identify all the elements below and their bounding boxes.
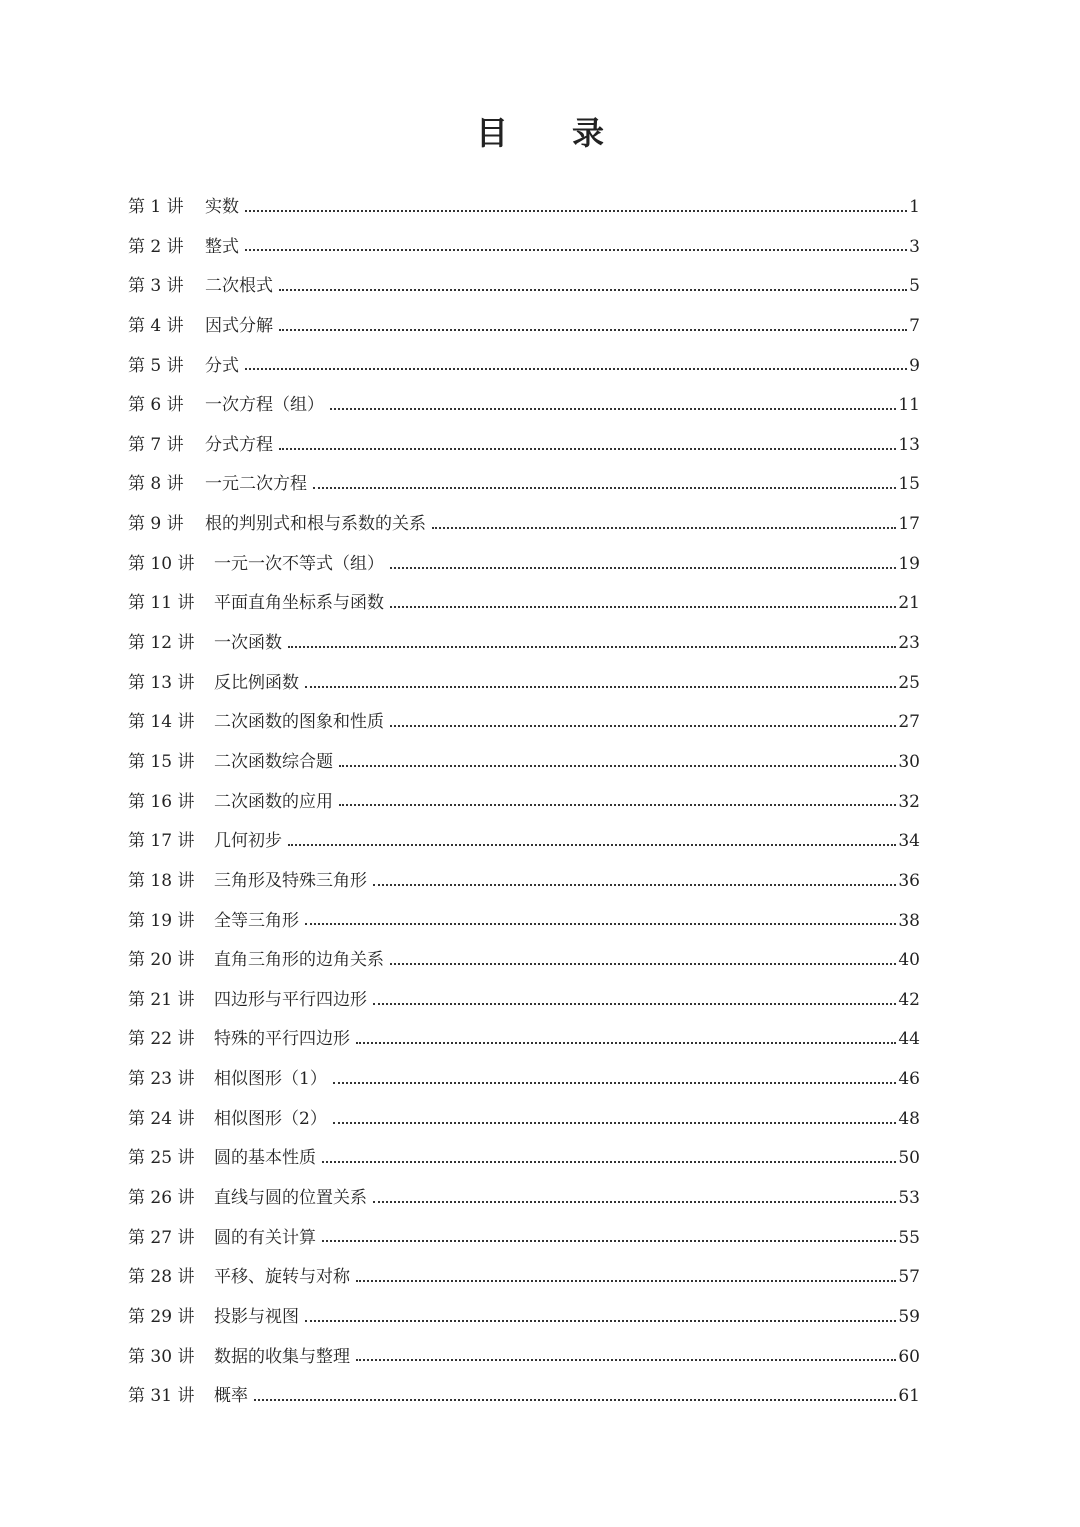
toc-entry[interactable] [128, 783, 920, 823]
toc-entry-title: 一元二次方程 [205, 474, 307, 495]
toc-leader-dots [356, 1042, 896, 1044]
toc-leader-dots [333, 1082, 897, 1084]
toc-entry-label: 第 1 讲 [128, 197, 184, 217]
toc-leader-dots [279, 448, 896, 450]
toc-entry[interactable] [128, 1377, 920, 1417]
toc-entry-title: 直线与圆的位置关系 [214, 1188, 367, 1209]
toc-entry-title: 数据的收集与整理 [214, 1346, 350, 1367]
toc-entry-page-number: 55 [898, 1227, 920, 1248]
toc-entry[interactable] [128, 1179, 920, 1219]
toc-entry-label: 第 8 讲 [128, 474, 184, 495]
toc-entry-label: 第 2 讲 [128, 236, 184, 257]
toc-entry-title: 因式分解 [205, 315, 273, 336]
toc-entry-title: 三角形及特殊三角形 [214, 870, 367, 891]
toc-entry[interactable] [128, 386, 920, 426]
toc-entry-title: 平面直角坐标系与函数 [214, 593, 384, 614]
toc-entry-label: 第 29 讲 [128, 1306, 195, 1327]
toc-entry-label: 第 20 讲 [128, 950, 195, 971]
toc-entry[interactable] [128, 981, 920, 1021]
toc-entry-title: 相似图形（1） [214, 1069, 327, 1090]
toc-entry-title: 二次函数的应用 [214, 791, 333, 812]
toc-entry-page-number: 44 [898, 1029, 920, 1050]
toc-entry[interactable] [128, 228, 920, 268]
toc-entry-label: 第 30 讲 [128, 1346, 195, 1367]
toc-entry[interactable] [128, 1020, 920, 1060]
toc-entry-page-number: 21 [898, 593, 920, 614]
toc-entry-title: 几何初步 [214, 831, 282, 852]
toc-entry-page-number: 5 [909, 276, 920, 297]
toc-leader-dots [373, 1003, 896, 1005]
toc-entry-page-number: 48 [898, 1108, 920, 1129]
toc-entry-page-number: 3 [909, 236, 920, 257]
toc-leader-dots [254, 1399, 896, 1401]
page-title [0, 108, 1080, 158]
toc-entry-label: 第 13 讲 [128, 672, 195, 693]
toc-leader-dots [390, 725, 896, 727]
toc-entry[interactable] [128, 743, 920, 783]
toc-entry-title: 一元一次不等式（组） [214, 553, 384, 574]
toc-entry-title: 投影与视图 [214, 1306, 299, 1327]
toc-entry-page-number: 32 [898, 791, 920, 812]
toc-entry-title: 分式方程 [205, 434, 273, 455]
toc-leader-dots [432, 527, 896, 529]
toc-entry-title: 四边形与平行四边形 [214, 989, 367, 1010]
toc-entry-label: 第 9 讲 [128, 514, 184, 535]
toc-entry[interactable] [128, 267, 920, 307]
toc-entry-page-number: 34 [898, 831, 920, 852]
toc-entry-title: 圆的基本性质 [214, 1148, 316, 1169]
toc-entry-page-number: 38 [898, 910, 920, 931]
toc-leader-dots [288, 844, 896, 846]
toc-entry-label: 第 3 讲 [128, 276, 184, 297]
toc-entry-label: 第 11 讲 [128, 593, 195, 614]
toc-entry-page-number: 59 [898, 1306, 920, 1327]
toc-entry-label: 第 6 讲 [128, 395, 184, 416]
toc-entry-label: 第 24 讲 [128, 1108, 195, 1129]
toc-leader-dots [322, 1161, 896, 1163]
toc-leader-dots [245, 368, 907, 370]
toc-entry-page-number: 17 [898, 514, 920, 535]
toc-entry[interactable] [128, 624, 920, 664]
toc-leader-dots [288, 646, 896, 648]
toc-entry-label: 第 7 讲 [128, 434, 184, 455]
toc-entry[interactable] [128, 1219, 920, 1259]
toc-leader-dots [322, 1240, 896, 1242]
toc-entry-label: 第 23 讲 [128, 1069, 195, 1090]
toc-entry[interactable] [128, 902, 920, 942]
toc-leader-dots [305, 686, 896, 688]
toc-entry-title: 一次方程（组） [205, 395, 324, 416]
toc-entry[interactable] [128, 1060, 920, 1100]
toc-entry-label: 第 28 讲 [128, 1267, 195, 1288]
toc-leader-dots [373, 1201, 896, 1203]
toc-entry-page-number: 27 [898, 712, 920, 733]
toc-entry[interactable] [128, 426, 920, 466]
toc-entry-label: 第 12 讲 [128, 633, 195, 654]
toc-leader-dots [333, 1122, 897, 1124]
toc-entry-page-number: 7 [909, 315, 920, 336]
toc-leader-dots [313, 487, 896, 489]
toc-entry[interactable] [128, 941, 920, 981]
toc-leader-dots [330, 408, 896, 410]
toc-entry-label: 第 22 讲 [128, 1029, 195, 1050]
toc-leader-dots [279, 329, 907, 331]
toc-entry-page-number: 23 [898, 633, 920, 654]
toc-leader-dots [390, 963, 896, 965]
toc-entry-label: 第 4 讲 [128, 315, 184, 336]
toc-entry-title: 直角三角形的边角关系 [214, 950, 384, 971]
toc-entry-title: 二次根式 [205, 276, 273, 297]
toc-entry-title: 二次函数的图象和性质 [214, 712, 384, 733]
toc-entry-label: 第 26 讲 [128, 1188, 195, 1209]
toc-entry[interactable] [128, 188, 920, 228]
toc-leader-dots [339, 765, 896, 767]
toc-leader-dots [305, 1320, 896, 1322]
toc-entry-page-number: 9 [909, 355, 920, 376]
toc-entry-page-number: 57 [898, 1267, 920, 1288]
toc-entry-page-number: 40 [898, 950, 920, 971]
toc-entry-label: 第 15 讲 [128, 751, 195, 772]
toc-entry-page-number: 25 [898, 672, 920, 693]
toc-entry-page-number: 11 [898, 395, 920, 416]
toc-entry-page-number: 53 [898, 1188, 920, 1209]
toc-entry[interactable] [128, 664, 920, 704]
page-title-left: 目 [475, 114, 508, 152]
toc-entry-title: 二次函数综合题 [214, 751, 333, 772]
toc-entry[interactable] [128, 505, 920, 545]
toc-entry-title: 特殊的平行四边形 [214, 1029, 350, 1050]
table-of-contents [128, 188, 920, 1417]
toc-entry-title: 根的判别式和根与系数的关系 [205, 514, 426, 535]
toc-entry-page-number: 1 [909, 197, 920, 217]
toc-entry[interactable] [128, 1139, 920, 1179]
toc-entry-title: 圆的有关计算 [214, 1227, 316, 1248]
toc-leader-dots [373, 884, 896, 886]
toc-entry-label: 第 27 讲 [128, 1227, 195, 1248]
toc-leader-dots [245, 249, 907, 251]
toc-entry-title: 整式 [205, 236, 239, 257]
toc-entry[interactable] [128, 465, 920, 505]
toc-entry[interactable] [128, 1338, 920, 1378]
toc-entry-page-number: 19 [898, 553, 920, 574]
toc-entry-page-number: 46 [898, 1069, 920, 1090]
toc-entry-title: 一次函数 [214, 633, 282, 654]
toc-entry[interactable] [128, 703, 920, 743]
toc-entry-page-number: 61 [898, 1386, 920, 1407]
toc-entry[interactable] [128, 347, 920, 387]
toc-leader-dots [356, 1280, 896, 1282]
toc-entry-label: 第 21 讲 [128, 989, 195, 1010]
toc-entry-label: 第 16 讲 [128, 791, 195, 812]
toc-entry-label: 第 25 讲 [128, 1148, 195, 1169]
toc-entry-page-number: 60 [898, 1346, 920, 1367]
toc-entry-page-number: 50 [898, 1148, 920, 1169]
page-title-right: 录 [572, 114, 605, 152]
toc-entry-label: 第 31 讲 [128, 1386, 195, 1407]
toc-entry[interactable] [128, 545, 920, 585]
toc-entry-label: 第 19 讲 [128, 910, 195, 931]
toc-entry-label: 第 17 讲 [128, 831, 195, 852]
toc-leader-dots [339, 804, 896, 806]
toc-entry-title: 概率 [214, 1386, 248, 1407]
toc-leader-dots [390, 567, 896, 569]
toc-entry-page-number: 15 [898, 474, 920, 495]
toc-entry-page-number: 42 [898, 989, 920, 1010]
toc-entry-label: 第 5 讲 [128, 355, 184, 376]
toc-entry-title: 反比例函数 [214, 672, 299, 693]
toc-entry-title: 实数 [205, 197, 239, 217]
toc-entry-label: 第 14 讲 [128, 712, 195, 733]
toc-entry-title: 分式 [205, 355, 239, 376]
toc-entry-page-number: 30 [898, 751, 920, 772]
toc-entry[interactable] [128, 584, 920, 624]
toc-entry-page-number: 13 [898, 434, 920, 455]
toc-entry-label: 第 10 讲 [128, 553, 195, 574]
toc-entry[interactable] [128, 307, 920, 347]
toc-leader-dots [390, 606, 896, 608]
toc-entry-page-number: 36 [898, 870, 920, 891]
toc-entry-title: 相似图形（2） [214, 1108, 327, 1129]
toc-leader-dots [356, 1359, 896, 1361]
toc-entry-label: 第 18 讲 [128, 870, 195, 891]
toc-entry[interactable] [128, 862, 920, 902]
toc-leader-dots [279, 289, 907, 291]
toc-entry[interactable] [128, 1258, 920, 1298]
toc-leader-dots [245, 210, 907, 212]
toc-leader-dots [305, 923, 896, 925]
toc-entry-title: 平移、旋转与对称 [214, 1267, 350, 1288]
toc-entry[interactable] [128, 1100, 920, 1140]
toc-entry[interactable] [128, 822, 920, 862]
toc-entry[interactable] [128, 1298, 920, 1338]
toc-entry-title: 全等三角形 [214, 910, 299, 931]
